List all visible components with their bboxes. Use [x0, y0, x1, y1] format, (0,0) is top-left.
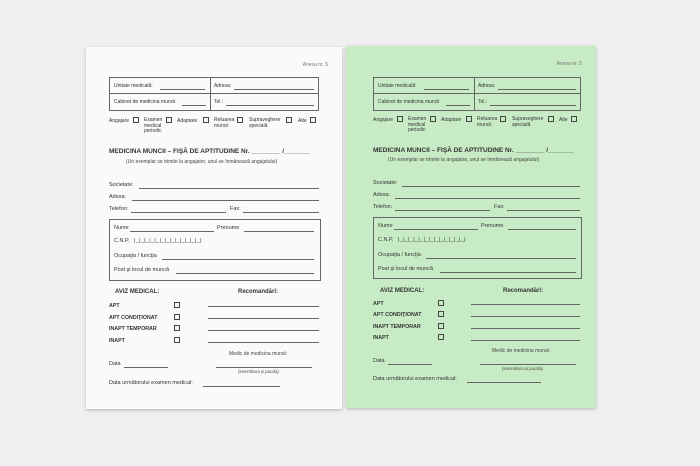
company-label: Societate: [373, 180, 398, 186]
exam-periodic-label: Examen medical periodic [408, 116, 427, 133]
date-field[interactable] [388, 364, 432, 365]
form-subtitle: (Un exemplar se trimite la angajator, unul se înmânează angajatului) [126, 159, 278, 165]
name-field[interactable] [130, 231, 214, 232]
exam-special-checkbox[interactable] [286, 117, 292, 123]
recommendations-heading: Recomandări: [503, 288, 544, 294]
employee-box [109, 219, 321, 281]
apt-checkbox[interactable] [438, 300, 444, 306]
next-exam-label: Data următorului examen medical: [109, 380, 193, 386]
exam-hire-label: Angajare [373, 117, 394, 123]
apt-conditional-checkbox[interactable] [438, 311, 444, 317]
date-label: Data [373, 358, 385, 364]
doctor-label: Medic de medicina muncii [492, 348, 550, 354]
signature-field[interactable] [480, 364, 576, 365]
exam-resume-checkbox[interactable] [500, 116, 506, 122]
exam-special-label: Supraveghere specială [512, 116, 544, 128]
inapt-temporary-checkbox[interactable] [438, 323, 444, 329]
company-phone-label: Telefon: [373, 204, 393, 210]
exam-hire-label: Angajare [109, 118, 130, 124]
signature-field[interactable] [216, 367, 312, 368]
verdict-heading: AVIZ MEDICAL: [115, 289, 160, 295]
phone-label: Tel.: [214, 99, 224, 105]
exam-resume-label: Reluarea muncii [477, 116, 498, 128]
inapt-checkbox[interactable] [174, 337, 180, 343]
company-phone-field[interactable] [131, 212, 226, 213]
exam-special-label: Supraveghere specială [249, 117, 281, 129]
apt-label: APT [373, 301, 384, 307]
next-exam-label: Data următorului examen medical: [373, 376, 457, 382]
annex-number: Anexa nr. 5 [302, 62, 328, 68]
recommendation-line-1[interactable] [208, 306, 319, 307]
annex-number: Anexa nr. 5 [556, 61, 582, 67]
next-exam-field[interactable] [467, 382, 541, 383]
green-form-sheet [346, 46, 596, 408]
date-field[interactable] [124, 367, 168, 368]
exam-resume-label: Reluarea muncii [214, 117, 235, 129]
exam-resume-checkbox[interactable] [237, 117, 243, 123]
company-field[interactable] [402, 186, 580, 187]
occupation-field[interactable] [162, 259, 314, 260]
apt-label: APT [109, 303, 120, 309]
company-phone-label: Telefon: [109, 206, 129, 212]
unit-label: Unitate medicală: [114, 83, 153, 89]
form-title: MEDICINA MUNCII – FIŞĂ DE APTITUDINE Nr. ________ /_______ [109, 148, 310, 155]
inapt-label: INAPT [373, 335, 389, 341]
exam-other-label: Alte [559, 117, 568, 123]
company-address-label: Adesa: [109, 194, 127, 200]
surname-label: Prenume [481, 223, 504, 229]
apt-conditional-checkbox[interactable] [174, 314, 180, 320]
apt-checkbox[interactable] [174, 302, 180, 308]
company-fax-label: Fax: [230, 206, 241, 212]
recommendation-line-4[interactable] [471, 340, 580, 341]
header-table [109, 77, 319, 111]
verdict-heading: AVIZ MEDICAL: [380, 288, 425, 294]
apt-conditional-label: APT CONDIŢIONAT [373, 312, 422, 318]
recommendation-line-2[interactable] [471, 316, 580, 317]
recommendation-line-1[interactable] [471, 304, 580, 305]
exam-periodic-checkbox[interactable] [166, 117, 172, 123]
white-form-sheet [86, 47, 342, 409]
doctor-label: Medic de medicina muncii [229, 351, 287, 357]
cnp-label: C.N.P. [114, 238, 130, 244]
address-label: Adresa: [478, 83, 496, 89]
post-label: Post şi locul de muncă [114, 267, 170, 273]
company-field[interactable] [139, 188, 319, 189]
post-field[interactable] [440, 272, 576, 273]
apt-conditional-label: APT CONDIŢIONAT [109, 315, 158, 321]
exam-adapt-checkbox[interactable] [466, 116, 472, 122]
surname-label: Prenume [217, 225, 240, 231]
exam-other-checkbox[interactable] [310, 117, 316, 123]
company-fax-field[interactable] [507, 210, 580, 211]
occupation-label: Ocupaţia / funcţia [114, 253, 157, 259]
post-field[interactable] [176, 273, 314, 274]
surname-field[interactable] [508, 229, 576, 230]
recommendation-line-3[interactable] [471, 328, 580, 329]
exam-other-label: Alte [298, 118, 307, 124]
post-label: Post şi locul de muncă [378, 266, 434, 272]
form-title: MEDICINA MUNCII – FIŞĂ DE APTITUDINE Nr. ________ /_______ [373, 147, 574, 154]
signature-caption: (semnătura şi parafa) [502, 366, 543, 371]
surname-field[interactable] [244, 231, 314, 232]
address-label: Adresa: [214, 83, 232, 89]
name-label: Nume [114, 225, 129, 231]
exam-adapt-checkbox[interactable] [203, 117, 209, 123]
exam-periodic-label: Examen medical periodic [144, 117, 163, 134]
date-label: Data [109, 361, 121, 367]
recommendation-line-2[interactable] [208, 318, 319, 319]
phone-label: Tel.: [478, 99, 488, 105]
cnp-boxes[interactable]: |_|_|_|_|_|_|_|_|_|_|_|_|_| [134, 238, 202, 244]
cabinet-label: Cabinet de medicina muncii [378, 99, 440, 105]
exam-hire-checkbox[interactable] [397, 116, 403, 122]
inapt-temporary-checkbox[interactable] [174, 325, 180, 331]
company-address-field[interactable] [132, 200, 319, 201]
company-address-label: Adesa: [373, 192, 391, 198]
inapt-temporary-label: INAPT TEMPORAR [109, 326, 157, 332]
name-field[interactable] [394, 229, 478, 230]
exam-special-checkbox[interactable] [548, 116, 554, 122]
occupation-label: Ocupaţia / funcţia [378, 252, 421, 258]
company-fax-field[interactable] [243, 212, 319, 213]
signature-caption: (semnătura şi parafa) [238, 369, 279, 374]
header-table [373, 77, 581, 111]
company-label: Societate: [109, 182, 134, 188]
company-address-field[interactable] [395, 198, 580, 199]
exam-other-checkbox[interactable] [571, 116, 577, 122]
company-fax-label: Fax: [494, 204, 505, 210]
exam-adapt-label: Adaptare [177, 118, 198, 124]
recommendation-line-3[interactable] [208, 330, 319, 331]
unit-label: Unitate medicală: [378, 83, 417, 89]
recommendation-line-4[interactable] [208, 342, 319, 343]
occupation-field[interactable] [426, 258, 576, 259]
exam-adapt-label: Adaptare [441, 117, 462, 123]
company-phone-field[interactable] [395, 210, 490, 211]
exam-hire-checkbox[interactable] [133, 117, 139, 123]
inapt-checkbox[interactable] [438, 334, 444, 340]
cabinet-label: Cabinet de medicina muncii [114, 99, 176, 105]
recommendations-heading: Recomandări: [238, 289, 279, 295]
cnp-label: C.N.P. [378, 237, 394, 243]
exam-periodic-checkbox[interactable] [430, 116, 436, 122]
inapt-temporary-label: INAPT TEMPORAR [373, 324, 421, 330]
name-label: Nume [378, 223, 393, 229]
cnp-boxes[interactable]: |_|_|_|_|_|_|_|_|_|_|_|_|_| [398, 237, 466, 243]
inapt-label: INAPT [109, 338, 125, 344]
form-subtitle: (Un exemplar se trimite la angajator, unul se înmânează angajatului) [388, 157, 540, 163]
next-exam-field[interactable] [203, 386, 280, 387]
employee-box [373, 217, 582, 279]
